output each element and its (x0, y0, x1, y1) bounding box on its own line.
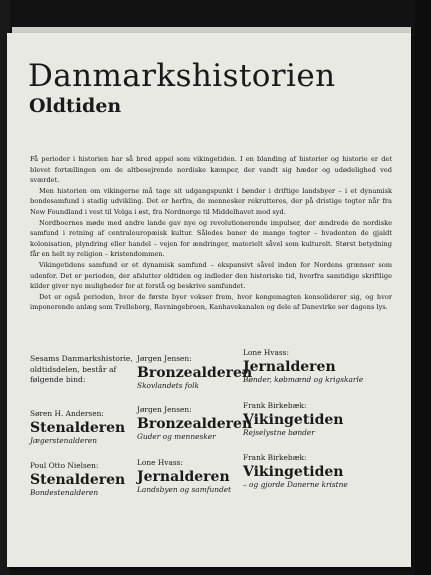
volume-subtitle: Skovlandets folk (137, 381, 199, 390)
volume-title: Vikingetiden (243, 412, 344, 428)
volume-entry (243, 401, 344, 437)
volume-author: Frank Birkebæk: (243, 453, 307, 462)
volume-entry (243, 453, 348, 489)
volume-subtitle: Guder og mennesker (137, 432, 216, 441)
volume-entry (137, 354, 252, 390)
blurb-text (30, 154, 392, 313)
book-subtitle: Oldtiden (29, 95, 122, 117)
volume-entry (137, 405, 252, 441)
volume-author: Jørgen Jensen: (137, 354, 192, 363)
volume-subtitle: Landsbyen og samfundet (137, 485, 232, 494)
book-title: Danmarkshistorien (28, 58, 336, 94)
blurb-paragraph: Men historien om vikingerne må tage sit udgangspunkt i bønder i driftige landsbyer – i et dynamisk bondesamfund i stadig udvikling. Det er herfra, de mennesker rekrutteres, der på dristige togter når fra New Foundland i vest til Volga i øst, fra Nordnorge til Middelhavet mod syd. (30, 186, 392, 216)
volume-author: Frank Birkebæk: (243, 401, 307, 410)
volume-author: Poul Otto Nielsen: (30, 461, 99, 470)
volume-title: Jernalderen (137, 469, 230, 485)
blurb-paragraph: Det er også perioden, hvor de første byer vokser frem, hvor kongemagten konsoliderer sig, og hvor imponerende anlæg som Trelleborg, Ravningebroen, Kanhavekanalen og dele af Danevirke ser dagens lys. (30, 292, 392, 312)
book-back-cover (7, 33, 411, 567)
volume-title: Jernalderen (243, 359, 336, 375)
volume-subtitle: Bønder, købmænd og krigskarle (243, 375, 364, 384)
volume-author: Jørgen Jensen: (137, 405, 192, 414)
volume-title: Stenalderen (30, 472, 126, 488)
volume-title: Stenalderen (30, 420, 126, 436)
volume-title: Vikingetiden (243, 464, 344, 480)
series-intro: Sesams Danmarkshistorie, oldtidsdelen, består af følgende bind: (30, 354, 133, 384)
volume-subtitle: Rejselystne bønder (243, 428, 315, 437)
table-surface-right (415, 0, 431, 575)
volume-author: Lone Hvass: (243, 348, 289, 357)
volume-subtitle: Jægerstenalderen (30, 436, 97, 445)
volume-entry (30, 409, 125, 445)
volume-entry (243, 348, 363, 384)
volume-title: Bronzealderen (137, 365, 253, 381)
volume-title: Bronzealderen (137, 416, 253, 432)
volume-subtitle: Bondestenalderen (30, 488, 99, 497)
blurb-paragraph: Vikingetidens samfund er et dynamisk samfund – ekspansivt såvel inden for Nordens grænser som udenfor. Det er perioden, der afslutter oldtiden og indleder den historiske tid, hvorfra samtidige skriftlige kilder giver nye muligheder for at forstå og beskrive samfundet. (30, 260, 392, 291)
volume-author: Søren H. Andersen: (30, 409, 104, 418)
volume-entry (30, 461, 125, 497)
volume-subtitle: – og gjorde Danerne kristne (243, 480, 348, 489)
blurb-paragraph: Nordboernes møde med andre lande gav nye og revolutionerende impulser, der ændrede de nordiske samfund i retning af centraleuropæisk kultur. Således baner de mange togter – hvadenten de gjaldt kolonisation, plyndring eller handel – vejen for ændringer, materielt såvel som kulturelt. Størst betydning får en helt ny religion – kristendommen. (30, 218, 392, 259)
volume-entry (137, 458, 231, 494)
volume-author: Lone Hvass: (137, 458, 183, 467)
blurb-paragraph: Få perioder i historien har så bred appel som vikingetiden. I en blanding af historier og historie er det blevet fortællingen om de altbesejrende nordiske kæmper, der vandt sig hæder og udødelighed ved sværdet. (30, 155, 392, 185)
